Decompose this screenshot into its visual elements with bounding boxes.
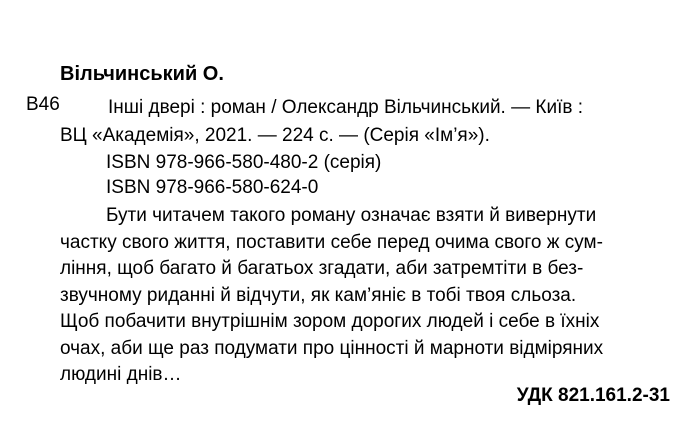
annotation-line: частку свого життя, поставити себе перед очима свого ж сум- <box>60 231 603 253</box>
bibliographic-line: Інші двері : роман / Олександр Вільчинський. — Київ : <box>108 97 583 118</box>
annotation-line: Щоб побачити внутрішнім зором дорогих людей і себе в їхніх <box>60 311 600 332</box>
bibliographic-description <box>60 94 670 150</box>
isbn-block <box>106 150 381 200</box>
isbn-book: ISBN 978-966-580-624-0 <box>106 177 319 198</box>
annotation-line: людині днів… <box>60 364 182 385</box>
annotation-line: очах, аби ще раз подумати про цінності й марноти відміряних <box>60 337 604 359</box>
udk-code: УДК 821.161.2-31 <box>516 385 670 406</box>
annotation-line: Бути читачем такого роману означає взяти й вивернути <box>106 205 597 226</box>
annotation <box>60 203 670 389</box>
annotation-line: ління, щоб багато й багатьох згадати, аби затремтіти в без- <box>60 258 584 279</box>
annotation-line: звучному риданні й відчути, як кам’яніє в тобі твоя сльоза. <box>60 284 577 306</box>
author-code: В46 <box>26 94 60 115</box>
author-heading: Вільчинський О. <box>60 63 224 85</box>
bibliographic-line: ВЦ «Академія», 2021. — 224 с. — (Серія «Ім’я»). <box>60 125 490 146</box>
isbn-series: ISBN 978-966-580-480-2 (серія) <box>106 152 382 173</box>
